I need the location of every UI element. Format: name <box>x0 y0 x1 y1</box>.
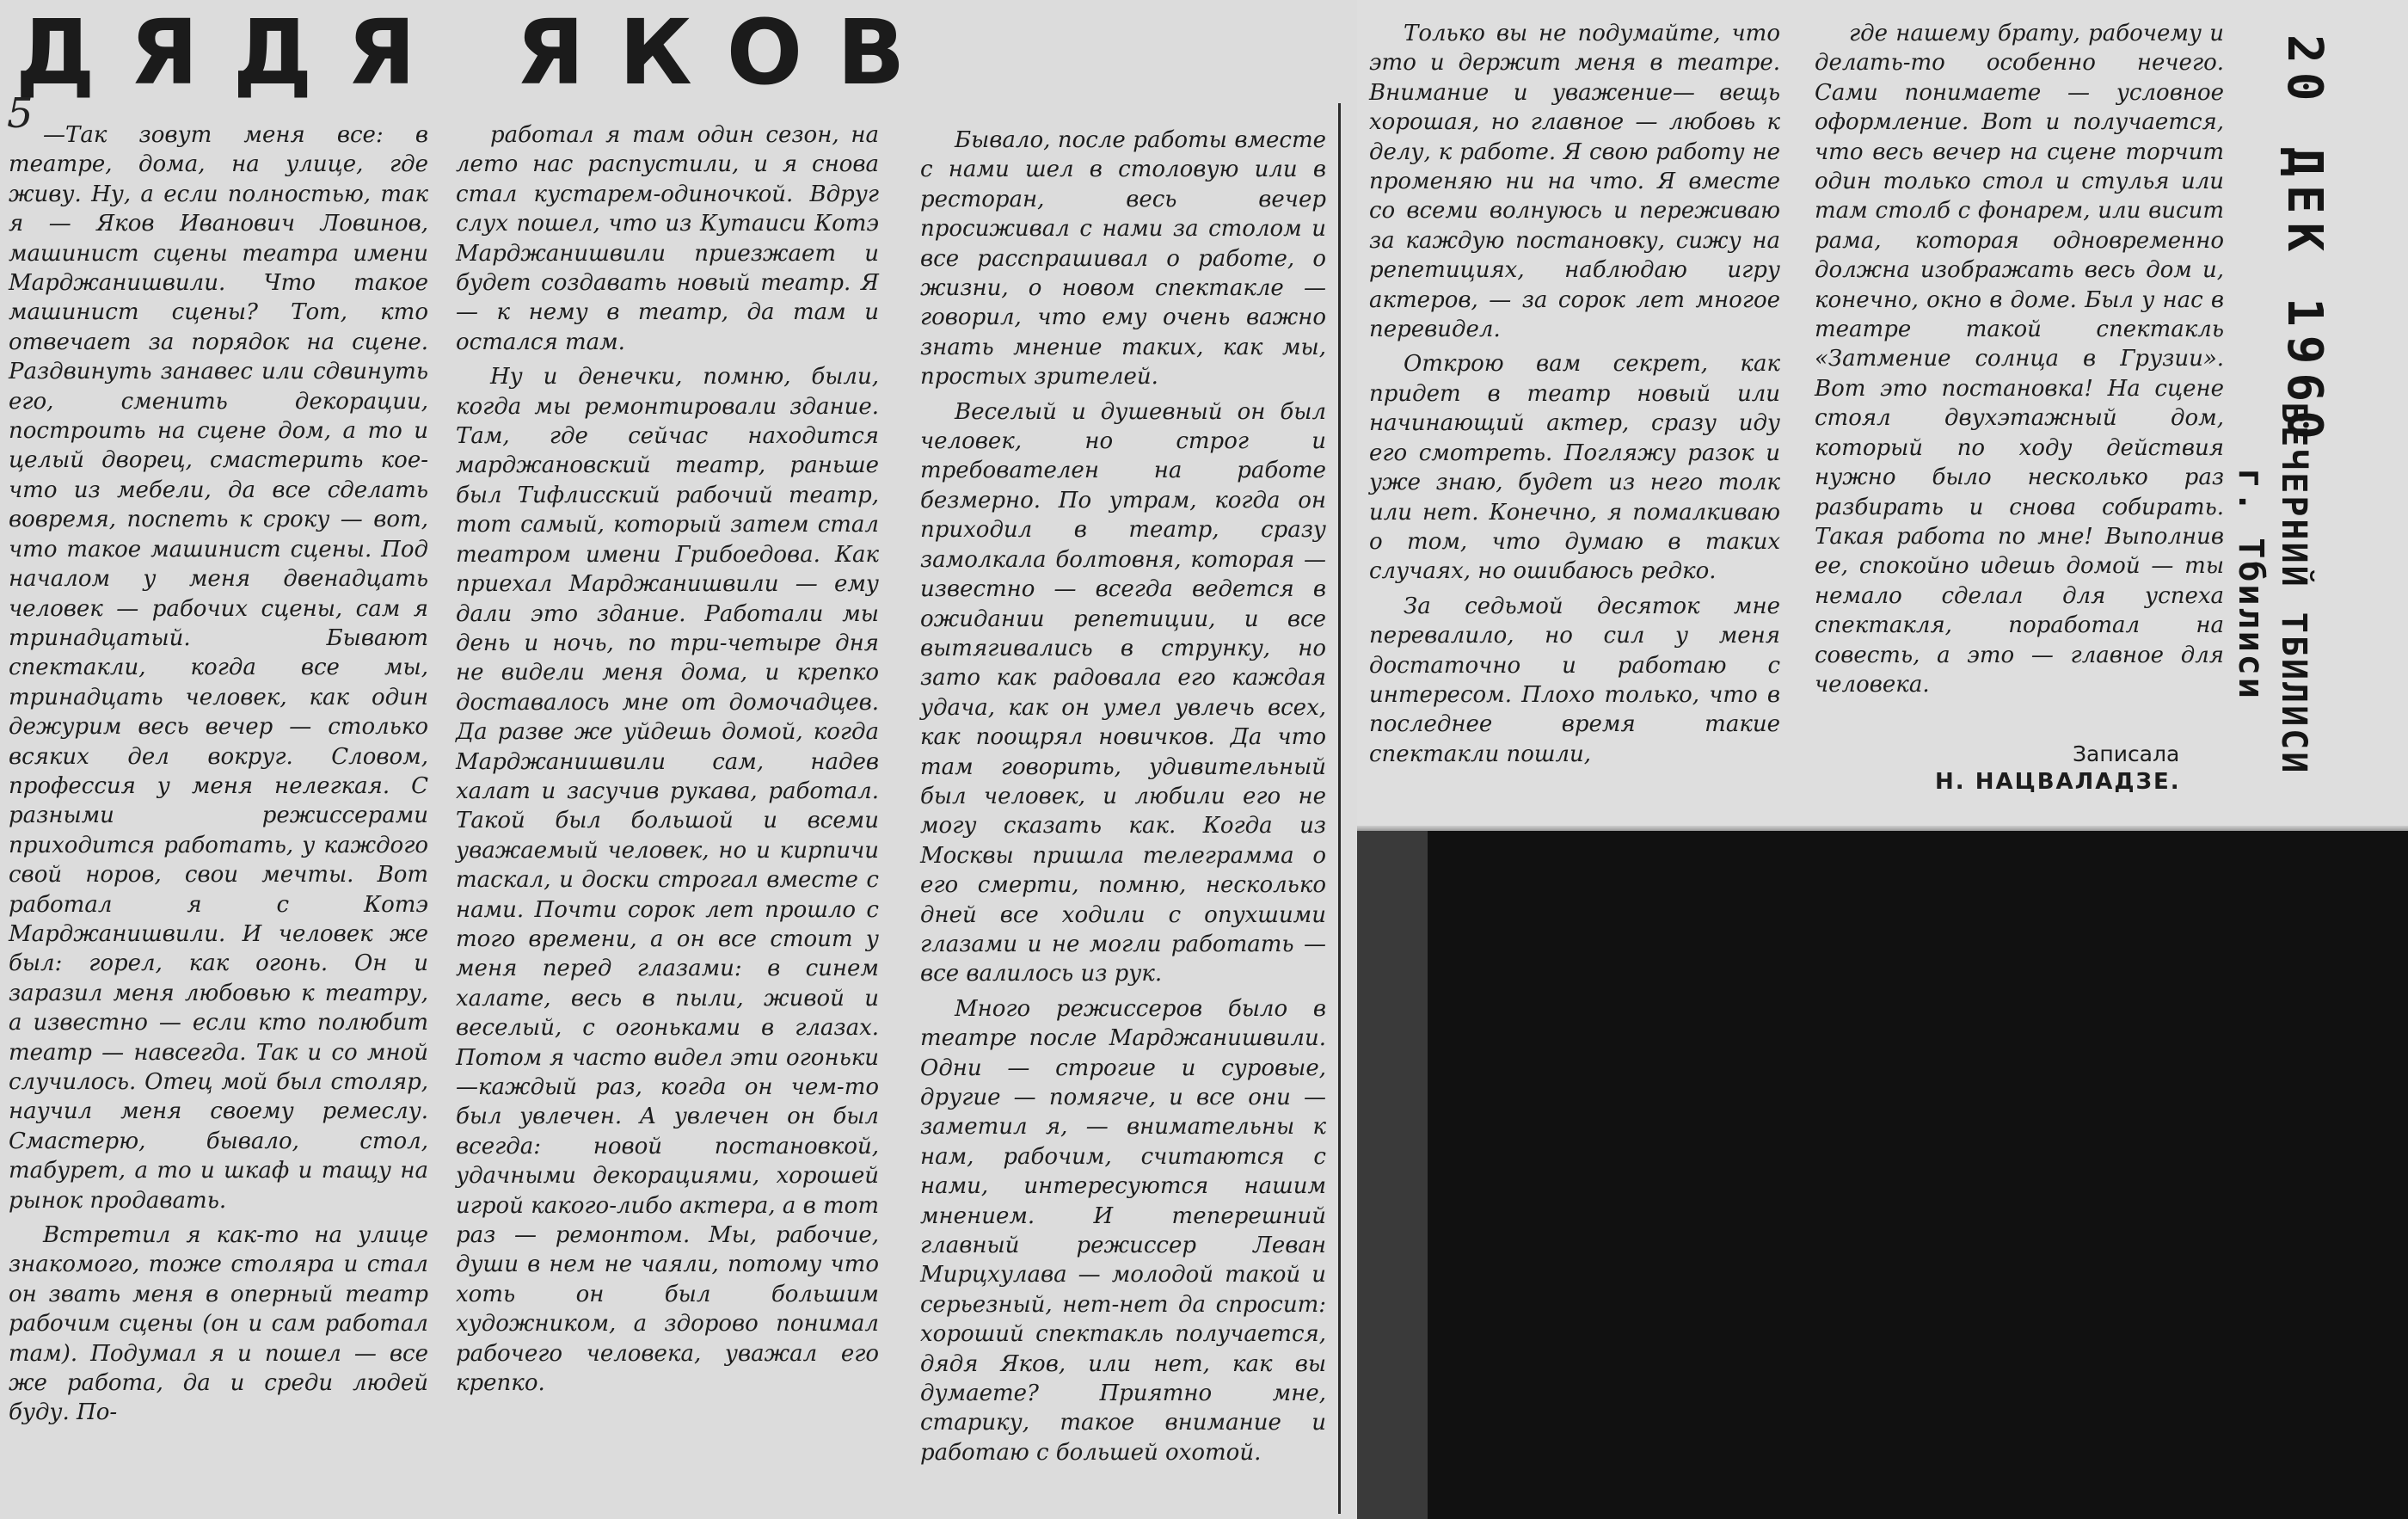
article-column-4 <box>1369 19 1780 769</box>
paragraph: Веселый и душевный он был человек, но строг и требователен на работе безмерно. По утрам, когда он приходил в театр, сразу замолкала болтовня, которая — известно — всегда ведется в ожидании репетиции, и все вытягивались в струнку, но зато как радовала его каждая удача, как он умел увлечь всех, как поощрял новичков. Да что там говорить, удивительный был человек, и любили его не могу сказать как. Когда из Москвы пришла телеграмма о его смерти, помню, несколько дней все ходили с опухшими глазами и не могли работать — все валилось из рук. <box>920 398 1326 987</box>
paragraph: Ну и денечки, помню, были, когда мы ремонтировали здание. Там, где сейчас находится марджановский театр, раньше был Тифлисский рабочий театр, тот самый, который затем стал театром имени Грибоедова. Как приехал Марджанишвили — ему дали это здание. Работали мы день и ночь, по три-четыре дня не видели меня дома, и крепко доставалось мне от домочадцев. Да разве же уйдешь домой, когда Марджанишвили сам, надев халат и засучив рукава, работал. Такой был большой и всеми уважаемый человек, но и кирпичи таскал, и доски строгал вместе с нами. Почти сорок лет прошло с того времени, а он все стоит у меня перед глазами: в синем халате, весь в пыли, живой и веселый, с огоньками в глазах. Потом я часто видел эти огоньки—каждый раз, когда он чем-то был увлечен. А увлечен он был всегда: новой постановкой, удачными декорациями, хорошей игрой какого-либо актера, а в тот раз — ремонтом. Мы, рабочие, души в нем не чаяли, потому что хоть он был большим художником, а здорово понимал рабочего человека, уважал его крепко. <box>456 364 879 1397</box>
paragraph: Бывало, после работы вместе с нами шел в столовую или в ресторан, весь вечер просиживал с нами за столом и все расспрашивал о работе, о жизни, о новом спектакле — говорил, что ему очень важно знать мнение таких, как мы, простых зрителей. <box>920 127 1326 391</box>
article-title: ДЯДЯ ЯКОВ <box>15 0 940 105</box>
paragraph: Встретил я как-то на улице знакомого, тоже столяра и стал он звать меня в оперный театр рабочим сцены (он и сам работал там). Подумал я и пошел — все же работа, да и среди людей буду. По- <box>9 1222 428 1426</box>
article-column-2 <box>456 120 879 1398</box>
date-stamp: 20 ДЕК 1960 <box>2276 34 2332 448</box>
paragraph: где нашему брату, рабочему и делать-то особенно нечего. Сами понимаете — условное оформление. Вот и получается, что весь вечер на сцене торчит один только стол и стулья или там столб с фонарем, или висит рама, которая одновременно должна изображать весь дом и, конечно, окно в доме. Был у нас в театре такой спектакль «Затмение солнца в Грузии». Вот это постановка! На сцене стоял двухэтажный дом, который по ходу действия нужно было несколько раз разбирать и снова собирать. Такая работа по мне! Выполнив ее, спокойно идешь домой — ты немало сделал для успеха спектакля, поработал на совесть, а это — главное для человека. <box>1815 21 2224 698</box>
paragraph: Много режиссеров было в театре после Марджанишвили. Одни — строгие и суровые, другие — помягче, и все они — заметил я, — внимательны к нам, рабочим, считаются с нами, интересуются нашим мнением. И теперешний главный режиссер Леван Мирцхулава — молодой такой и серьезный, нет-нет да спросит: хороший спектакль получается, дядя Яков, или нет, как вы думаете? Приятно мне, старику, такое внимание и работаю с большей охотой. <box>920 995 1326 1466</box>
handwritten-mark: 5 <box>7 89 34 138</box>
paragraph: Только вы не подумайте, что это и держит меня в театре. Внимание и уважение— вещь хорошая, но главное — любовь к делу, к работе. Я свою работу не променяю ни на что. Я вместе со всеми волнуюсь и переживаю за каждую постановку, сижу на репетициях, наблюдаю игру актеров, — за сорок лет многое перевидел. <box>1369 21 1780 343</box>
credit-label: Записала <box>2073 741 2180 766</box>
article-column-5 <box>1815 19 2224 699</box>
article-column-3 <box>920 126 1326 1467</box>
city-stamp: г. Тбилиси <box>2231 468 2270 701</box>
column-rule <box>1338 103 1341 1514</box>
dark-background <box>1428 831 2408 1519</box>
credit-author: Н. НАЦВАЛАДЗЕ. <box>1935 769 2181 795</box>
newspaper-stamp: ВЕЧЕРНИЙ ТБИЛИСИ <box>2274 403 2313 776</box>
paragraph: За седьмой десяток мне перевалило, но сил у меня достаточно и работаю с интересом. Плохо только, что в последнее время такие спектакли пошли, <box>1369 593 1780 767</box>
paragraph: Открою вам секрет, как придет в театр новый или начинающий актер, сразу иду его смотреть. Погляжу разок и уже знаю, будет из него толк или нет. Конечно, я помалкиваю о том, что думаю в таких случаях, но ошибаюсь редко. <box>1369 351 1780 585</box>
article-column-1 <box>9 120 428 1428</box>
paragraph: —Так зовут меня все: в театре, дома, на улице, где живу. Ну, а если полностью, так я — Яков Иванович Ловинов, машинист сцены театра имени Марджанишвили. Что такое машинист сцены? Тот, кто отвечает за порядок на сцене. Раздвинуть занавес или сдвинуть его, сменить декорации, построить на сцене дом, а то и целый дворец, смастерить кое-что из мебели, да все сделать вовремя, поспеть к сроку — вот, что такое машинист сцены. Под началом у меня двенадцать человек — рабочих сцены, сам я тринадцатый. Бывают спектакли, когда все мы, тринадцать человек, как один дежурим весь вечер — столько всяких дел вокруг. Словом, профессия у меня нелегкая. С разными режиссерами приходится работать, у каждого свой норов, свои мечты. Вот работал я с Котэ Марджанишвили. И человек же был: горел, как огонь. Он и заразил меня любовью к театру, а известно — если кто полюбит театр — навсегда. Так и со мной случилось. Отец мой был столяр, научил меня своему ремеслу. Смастерю, бывало, стол, табурет, а то и шкаф и тащу на рынок продавать. <box>9 122 428 1214</box>
paragraph: работал я там один сезон, на лето нас распустили, и я снова стал кустарем-одиночкой. Вдруг слух пошел, что из Кутаиси Котэ Марджанишвили приезжает и будет создавать новый театр. Я — к нему в театр, да там и остался там. <box>456 122 879 355</box>
